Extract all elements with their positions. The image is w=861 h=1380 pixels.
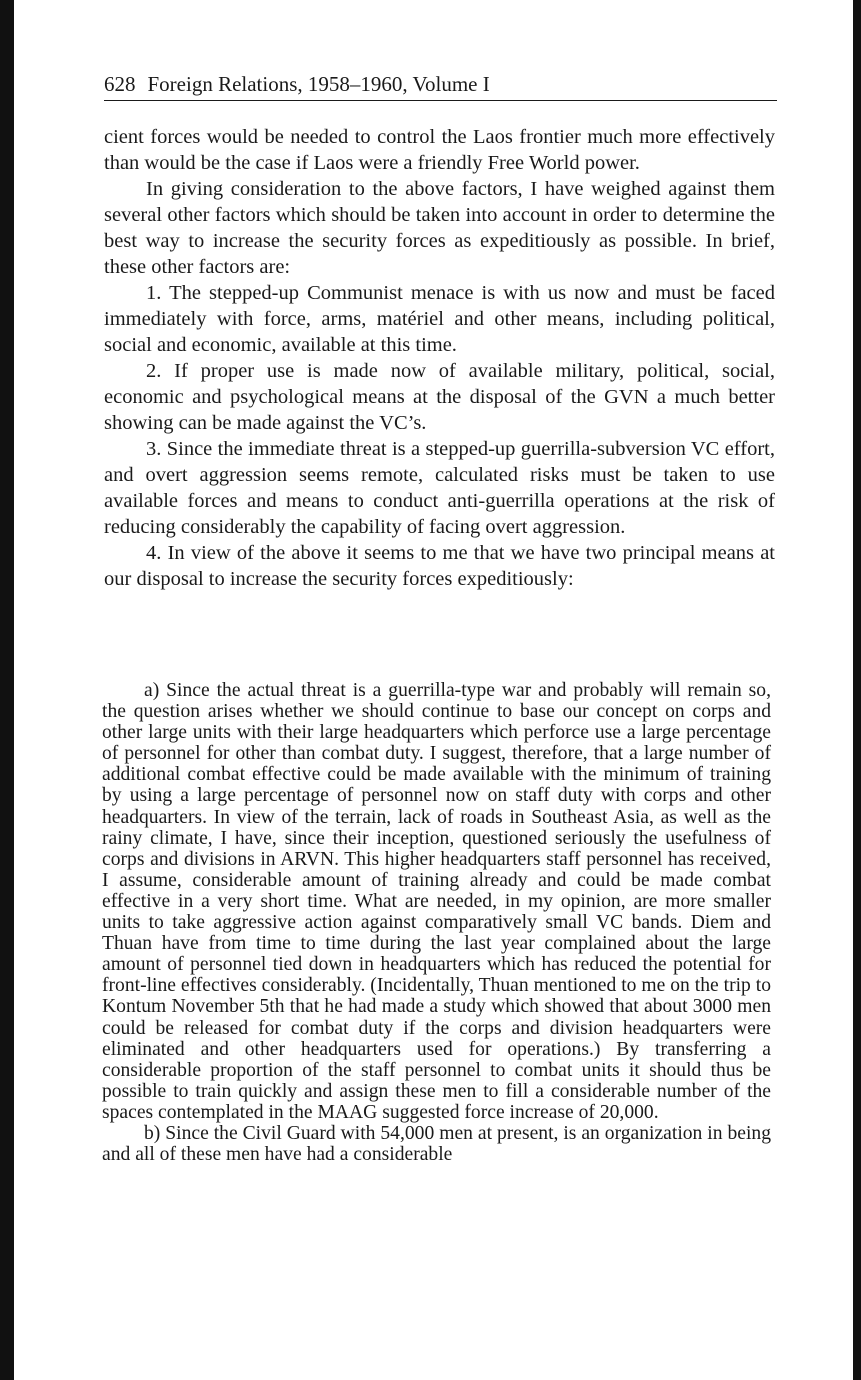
quote-item-a: a) Since the actual threat is a guerrilla-type war and probably will remain so, the question arises whether we should continue to base our concept on corps and other large units with their large headquarters which perforce use a large percentage of personnel for other than combat duty. I suggest, therefore, that a large number of additional combat effective could be made available with the minimum of training by using a large percentage of personnel now on staff duty with corps and other headquarters. In view of the terrain, lack of roads in Southeast Asia, as well as the rainy climate, I have, since their inception, questioned seriously the usefulness of corps and divisions in ARVN. This higher headquarters staff personnel has received, I assume, considerable amount of training already and could be made combat effective in a very short time. What are needed, in my opinion, are more smaller units to take aggressive action against comparatively small VC bands. Diem and Thuan have from time to time during the last year complained about the large amount of personnel tied down in headquarters which has reduced the potential for front-line effectives considerably. (Incidentally, Thuan mentioned to me on the trip to Kontum November 5th that he had made a study which showed that about 3000 men could be released for combat duty if the corps and division headquarters were eliminated and other headquarters used for operations.) By transferring a considerable proportion of the staff personnel to combat units it should thus be possible to train quickly and assign these men to fill a considerable number of the spaces contemplated in the MAAG suggested force increase of 20,000. bbox=[102, 680, 771, 1123]
numbered-item-4: 4. In view of the above it seems to me that we have two principal means at our disposal to increase the security forces expeditiously: bbox=[104, 542, 775, 590]
running-title: Foreign Relations, 1958–1960, Volume I bbox=[147, 72, 490, 96]
paragraph-factors-intro: In giving consideration to the above factors, I have weighed against them several other factors which should be taken into account in order to determine the best way to increase the security forces as expeditiously as possible. In brief, these other factors are: bbox=[104, 178, 775, 278]
block-quote bbox=[102, 680, 771, 1165]
numbered-item-3: 3. Since the immediate threat is a stepped-up guerrilla-subversion VC effort, and overt aggression seems remote, calculated risks must be taken to use available forces and means to conduct anti-guerrilla operations at the risk of reducing considerably the capability of facing overt aggression. bbox=[104, 438, 775, 538]
quote-item-b: b) Since the Civil Guard with 54,000 men at present, is an organization in being and all of these men have had a considerable bbox=[102, 1122, 771, 1166]
scan-edge-right bbox=[853, 0, 861, 1380]
numbered-item-1: 1. The stepped-up Communist menace is with us now and must be faced immediately with force, arms, matériel and other means, including political, social and economic, available at this time. bbox=[104, 282, 775, 356]
numbered-item-2: 2. If proper use is made now of available military, political, social, economic and psychological means at the disposal of the GVN a much better showing can be made against the VC’s. bbox=[104, 360, 775, 434]
page-number: 628 bbox=[104, 72, 136, 96]
paragraph-continuation: cient forces would be needed to control the Laos frontier much more effectively than would be the case if Laos were a friendly Free World power. bbox=[104, 126, 775, 174]
running-header bbox=[104, 70, 777, 101]
scan-edge-left bbox=[0, 0, 14, 1380]
body-text bbox=[104, 124, 775, 592]
